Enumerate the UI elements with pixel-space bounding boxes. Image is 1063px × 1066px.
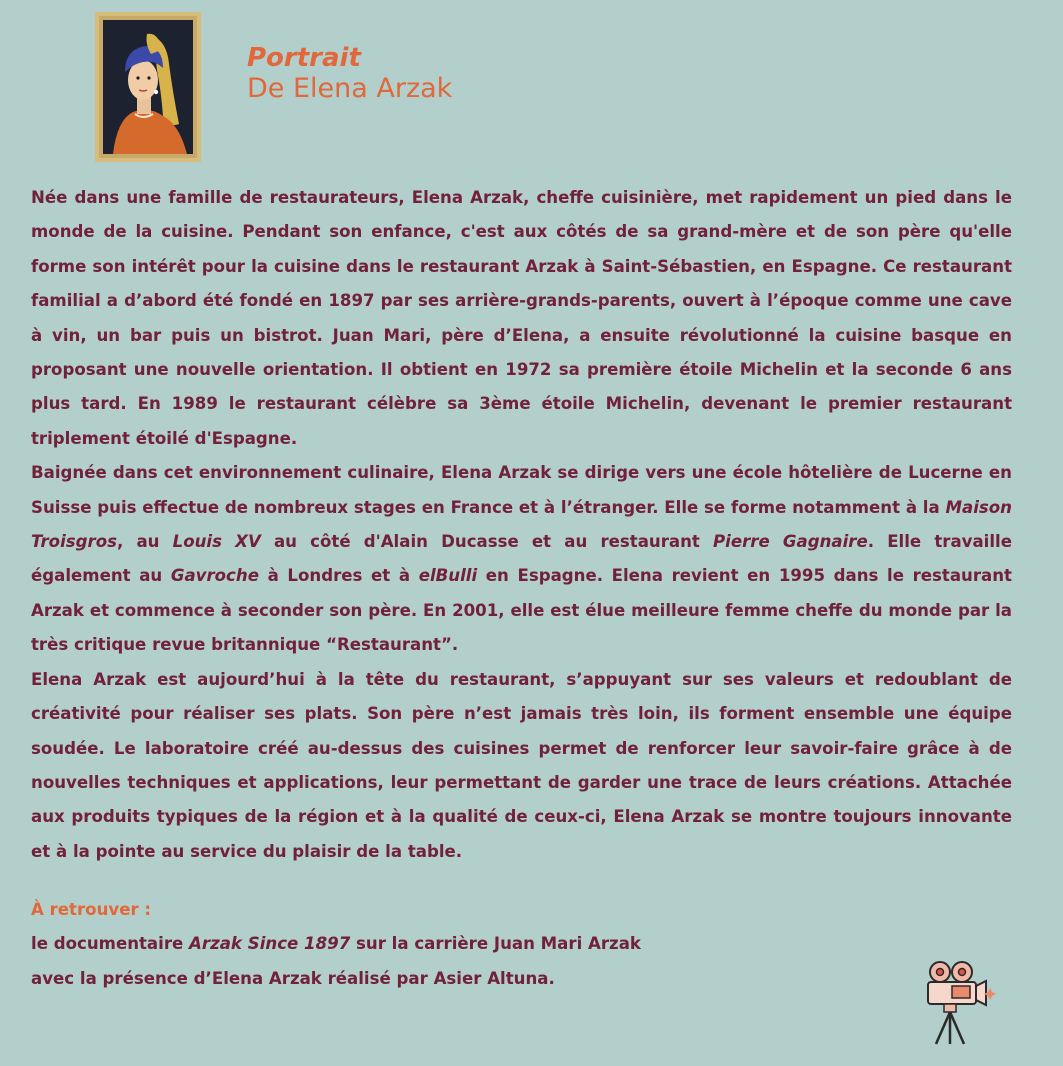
documentary-line-1-before: le documentaire <box>31 934 190 953</box>
biography-paragraph-2 <box>31 456 1012 662</box>
italic-title: Pierre Gagnaire <box>713 532 868 552</box>
portrait-painting-icon <box>103 20 193 154</box>
biography-paragraph-1 <box>31 181 1012 456</box>
page-header <box>247 43 452 105</box>
text-run: Née dans une famille de restaurateurs, Elena Arzak, cheffe cuisinière, met rapidement un pied dans le monde de la cuisine. Pendant son enfance, c'est aux côtés de sa grand-mère et de son père qu'elle forme son intérêt pour la cuisine dans le restaurant Arzak à Saint-Sébastien, en Espagne. Ce restaurant familial a d’abord été fondé en 1897 par ses arrière-grands-parents, ouvert à l’époque comme une cave à vin, un bar puis un bistrot. Juan Mari, père d’Elena, a ensuite révolutionné la cuisine basque en proposant une nouvelle orientation. Il obtient en 1972 sa première étoile Michelin et la seconde 6 ans plus tard. En 1989 le restaurant célèbre sa 3ème étoile Michelin, devenant le premier restaurant triplement étoilé d'Espagne. <box>31 188 1012 448</box>
biography-text <box>31 181 1012 869</box>
documentary-title: Arzak Since 1897 <box>189 934 351 953</box>
text-run: , au <box>116 532 173 552</box>
documentary-line-2: avec la présence d’Elena Arzak réalisé par Asier Altuna. <box>31 969 555 988</box>
film-camera-icon <box>918 958 998 1046</box>
italic-title: elBulli <box>418 566 478 586</box>
text-run: au côté d'Alain Ducasse et au restaurant <box>260 532 714 552</box>
page-subtitle: De Elena Arzak <box>247 73 453 104</box>
text-run: en Espagne. Elena revient en 1995 dans le restaurant Arzak et commence à seconder son père. En 2001, elle est élue meilleure femme cheffe du monde par la très critique revue britannique “Restaurant”. <box>31 566 1012 655</box>
retrouver-heading: À retrouver : <box>31 900 152 919</box>
biography-paragraph-3 <box>31 663 1012 869</box>
text-run: . Elle travaille également au <box>31 532 1013 586</box>
documentary-line-1 <box>31 926 931 961</box>
text-run: à Londres et à <box>258 566 419 586</box>
italic-title: Maison Troisgros <box>31 497 1012 552</box>
text-run: Baignée dans cet environnement culinaire, Elena Arzak se dirige vers une école hôtelière de Lucerne en Suisse puis effectue de nombreux stages en France et à l’étranger. Elle se forme notamment à la <box>31 463 1012 517</box>
text-run: Elena Arzak est aujourd’hui à la tête du restaurant, s’appuyant sur ses valeurs et redoublant de créativité pour réaliser ses plats. Son père n’est jamais très loin, ils forment ensemble une équipe soudée. Le laboratoire créé au-dessus des cuisines permet de renforcer leur savoir-faire grâce à de nouvelles techniques et applications, leur permettant de garder une trace de leurs créations. Attachée aux produits typiques de la région et à la qualité de ceux-ci, Elena Arzak se montre toujours innovante et à la pointe au service du plaisir de la table. <box>31 669 1012 861</box>
documentary-line-1-after: sur la carrière Juan Mari Arzak <box>350 934 641 953</box>
page-title: Portrait <box>247 43 361 73</box>
documentary-info <box>31 926 931 996</box>
portrait-frame <box>95 12 201 162</box>
italic-title: Louis XV <box>172 532 261 552</box>
italic-title: Gavroche <box>170 566 259 586</box>
